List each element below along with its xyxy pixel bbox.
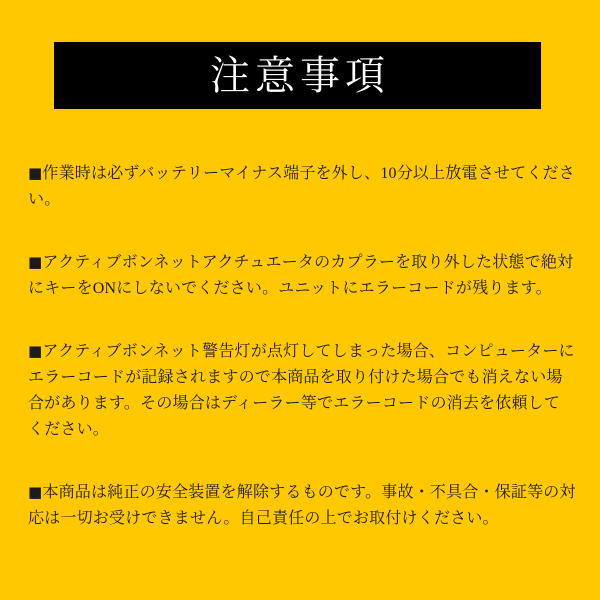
- bullet-square-icon: ■: [28, 253, 43, 271]
- note-item: [28, 249, 576, 302]
- bullet-square-icon: ■: [28, 164, 43, 182]
- note-item: [28, 479, 576, 532]
- note-item: [28, 160, 576, 213]
- note-text: アクティブボンネット警告灯が点灯してしまった場合、コンピューターにエラーコードが記録されますので本商品を取り付けた場合でも消えない場合があります。その場合はディーラー等でエラーコードの消去を依頼してください。: [28, 343, 575, 438]
- note-item: [28, 338, 576, 443]
- notice-banner: [54, 42, 541, 109]
- page-title: 注意事項: [210, 52, 390, 98]
- note-text: アクティブボンネットアクチュエータのカプラーを取り外した状態で絶対にキーをONにしないでください。ユニットにエラーコードが残ります。: [28, 254, 574, 297]
- bullet-square-icon: ■: [28, 342, 43, 360]
- notes-list: [28, 160, 576, 568]
- note-text: 作業時は必ずバッテリーマイナス端子を外し、10分以上放電させてください。: [28, 165, 575, 208]
- note-text: 本商品は純正の安全装置を解除するものです。事故・不具合・保証等の対応は一切お受けできません。自己責任の上でお取付けください。: [28, 484, 576, 527]
- bullet-square-icon: ■: [28, 483, 43, 501]
